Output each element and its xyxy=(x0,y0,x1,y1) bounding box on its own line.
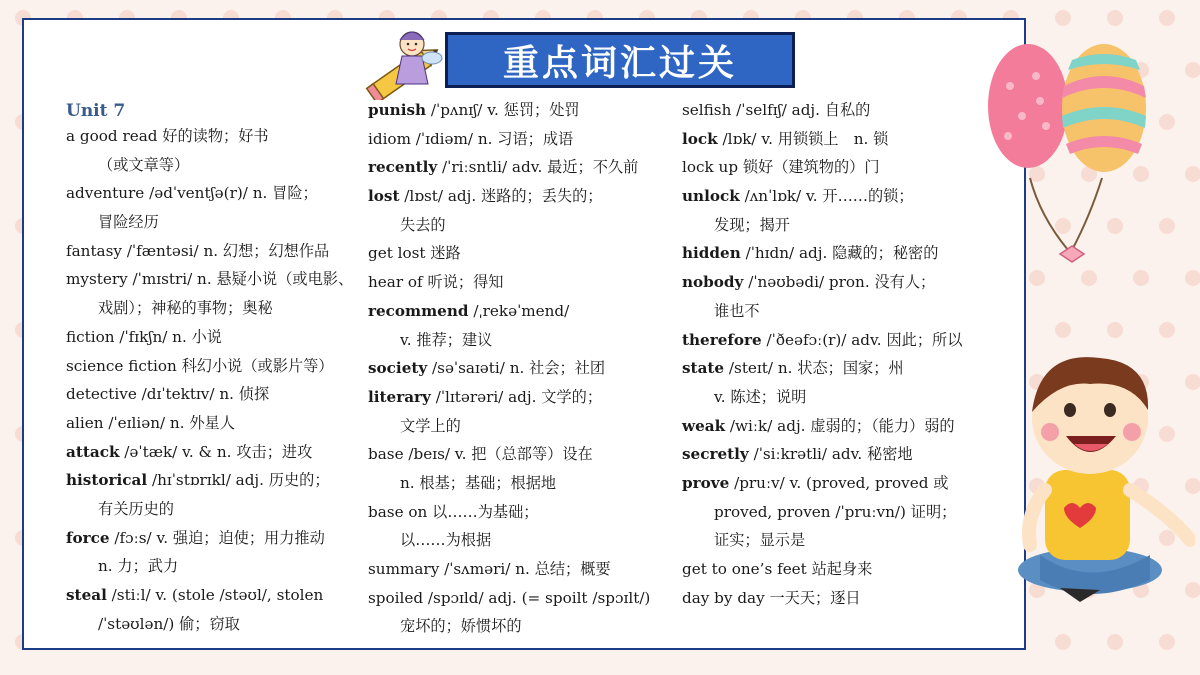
headword: recommend xyxy=(368,301,469,320)
vocab-column-3 xyxy=(682,96,982,612)
vocab-line xyxy=(682,96,982,125)
vocab-line xyxy=(368,440,668,469)
headword: literary xyxy=(368,387,431,406)
background-dot xyxy=(1055,322,1071,338)
background-dot xyxy=(1107,634,1123,650)
vocab-text: n. 根基；基础；根据地 xyxy=(400,473,557,492)
vocab-line xyxy=(368,498,668,527)
vocab-line xyxy=(682,412,982,441)
vocab-text: /ˈriːsntli/ adv. 最近；不久前 xyxy=(437,158,639,177)
headword: state xyxy=(682,359,725,378)
background-dot xyxy=(1159,218,1175,234)
background-dot xyxy=(1185,270,1200,286)
headword: nobody xyxy=(682,273,744,292)
vocab-text: lock up 锁好（建筑物的）门 xyxy=(682,158,880,177)
headword: society xyxy=(368,359,428,378)
vocab-line xyxy=(368,211,668,240)
vocab-line xyxy=(682,153,982,182)
vocab-line xyxy=(66,466,361,495)
vocab-line xyxy=(368,584,668,613)
headword: attack xyxy=(66,442,120,461)
sitting-boy-icon xyxy=(1000,340,1195,610)
vocab-line xyxy=(66,208,361,237)
headword: punish xyxy=(368,101,427,119)
vocab-line xyxy=(368,383,668,412)
headword: lock xyxy=(682,129,718,148)
vocab-text: /lɒk/ v. 用锁锁上 n. 锁 xyxy=(717,129,889,148)
vocab-column-1 xyxy=(66,96,361,638)
fairy-pencil-mascot-icon xyxy=(362,22,446,100)
vocab-line xyxy=(682,125,982,154)
vocab-line xyxy=(682,182,982,211)
vocab-text: detective /dɪˈtektɪv/ n. 侦探 xyxy=(66,385,270,404)
vocab-line xyxy=(682,239,982,268)
vocab-line xyxy=(368,268,668,297)
vocab-text: v. 推荐；建议 xyxy=(400,330,493,349)
vocab-text: /ˈstəʊlən/) 偷；窃取 xyxy=(98,614,240,633)
vocab-line xyxy=(682,326,982,355)
vocab-line xyxy=(66,352,361,381)
vocab-text: /ˈsiːkrətli/ adv. 秘密地 xyxy=(748,445,913,464)
headword: steal xyxy=(66,586,107,604)
vocab-line xyxy=(66,552,361,581)
background-dot xyxy=(1107,322,1123,338)
vocab-line xyxy=(682,268,982,297)
vocab-text: /steɪt/ n. 状态；国家；州 xyxy=(724,359,904,378)
headword: recently xyxy=(368,158,438,177)
vocab-line xyxy=(682,440,982,469)
vocab-line xyxy=(682,297,982,326)
balloons-icon xyxy=(980,36,1160,276)
vocab-text: get to one’s feet 站起身来 xyxy=(682,560,873,578)
vocab-text: a good read 好的读物；好书 xyxy=(66,127,269,145)
vocab-line xyxy=(368,555,668,584)
page-title: 重点词汇过关 xyxy=(445,32,795,88)
vocab-text: /hɪˈstɒrɪkl/ adj. 历史的； xyxy=(147,471,330,490)
vocab-line xyxy=(66,179,361,208)
vocab-line xyxy=(368,182,668,211)
vocab-line xyxy=(66,380,361,409)
background-dot xyxy=(1159,322,1175,338)
vocab-text: base on 以……为基础； xyxy=(368,502,539,521)
vocab-line xyxy=(66,438,361,467)
headword: unlock xyxy=(682,187,740,206)
vocab-text: /ˈlɪtərəri/ adj. 文学的； xyxy=(430,387,603,406)
vocab-line xyxy=(66,581,361,610)
vocab-text: /fɔːs/ v. 强迫；迫使；用力推动 xyxy=(109,528,325,547)
vocab-text: fiction /ˈfɪkʃn/ n. 小说 xyxy=(66,327,222,346)
vocab-text: adventure /ədˈventʃə(r)/ n. 冒险； xyxy=(66,184,318,203)
vocab-text: day by day 一天天；逐日 xyxy=(682,588,861,607)
vocab-text: idiom /ˈɪdiəm/ n. 习语；成语 xyxy=(368,129,574,148)
vocab-text: n. 力；武力 xyxy=(98,557,179,576)
vocab-text: 有关历史的 xyxy=(98,499,174,518)
vocab-text: 以……为根据 xyxy=(400,531,492,550)
background-dot xyxy=(1159,114,1175,130)
vocab-line xyxy=(368,469,668,498)
vocab-line xyxy=(682,584,982,613)
vocab-text: science fiction 科幻小说（或影片等） xyxy=(66,356,334,375)
vocab-text: get lost 迷路 xyxy=(368,244,461,263)
vocab-line xyxy=(368,96,668,125)
vocab-text: /wiːk/ adj. 虚弱的；（能力）弱的 xyxy=(725,416,955,435)
vocab-text: alien /ˈeɪliən/ n. 外星人 xyxy=(66,413,235,432)
vocab-line xyxy=(66,294,361,323)
headword: hidden xyxy=(682,244,741,263)
vocab-text: fantasy /ˈfæntəsi/ n. 幻想；幻想作品 xyxy=(66,241,330,260)
vocab-text: 谁也不 xyxy=(714,301,760,320)
vocab-text: v. 陈述；说明 xyxy=(714,387,807,406)
vocab-text: 戏剧）；神秘的事物；奥秘 xyxy=(98,299,273,318)
vocab-line xyxy=(682,526,982,555)
vocab-line xyxy=(66,237,361,266)
vocab-text: /səˈsaɪəti/ n. 社会；社团 xyxy=(427,359,606,378)
vocab-text: 证实；显示是 xyxy=(714,531,806,550)
vocab-line xyxy=(682,383,982,412)
vocab-text: base /beɪs/ v. 把（总部等）设在 xyxy=(368,445,593,464)
vocab-line xyxy=(66,265,361,294)
vocab-line xyxy=(368,297,668,326)
vocab-line xyxy=(682,469,982,498)
vocab-line xyxy=(368,239,668,268)
unit-heading xyxy=(66,96,361,122)
vocab-line xyxy=(368,526,668,555)
vocab-line xyxy=(66,151,361,180)
headword: weak xyxy=(682,416,726,435)
vocab-text: 发现；揭开 xyxy=(714,215,790,234)
vocab-line xyxy=(682,354,982,383)
vocab-line xyxy=(66,409,361,438)
headword: therefore xyxy=(682,330,762,349)
vocab-text: proved, proven /ˈpruːvn/) 证明； xyxy=(714,502,957,521)
headword: historical xyxy=(66,471,148,490)
vocab-text: selfish /ˈselfɪʃ/ adj. 自私的 xyxy=(682,101,871,119)
headword: lost xyxy=(368,187,400,206)
vocab-text: /əˈtæk/ v. & n. 攻击；进攻 xyxy=(119,442,313,461)
vocab-text: /ˈhɪdn/ adj. 隐藏的；秘密的 xyxy=(740,244,939,263)
vocab-line xyxy=(368,153,668,182)
vocab-text: /lɒst/ adj. 迷路的；丢失的； xyxy=(399,187,603,206)
vocab-line xyxy=(368,125,668,154)
vocab-text: hear of 听说；得知 xyxy=(368,273,504,292)
vocab-text: summary /ˈsʌməri/ n. 总结；概要 xyxy=(368,560,611,578)
background-dot xyxy=(1055,10,1071,26)
vocab-line xyxy=(66,323,361,352)
vocab-text: /ˈðeəfɔː(r)/ adv. 因此；所以 xyxy=(761,330,963,349)
vocab-text: （或文章等） xyxy=(98,155,190,174)
vocab-text: /ˌrekəˈmend/ xyxy=(468,301,570,320)
vocab-line xyxy=(66,122,361,151)
vocab-line xyxy=(368,326,668,355)
background-dot xyxy=(1185,166,1200,182)
background-dot xyxy=(1159,634,1175,650)
vocab-column-2 xyxy=(368,96,668,641)
vocab-line xyxy=(682,211,982,240)
background-dot xyxy=(1107,10,1123,26)
vocab-text: /pruːv/ v. (proved, proved 或 xyxy=(729,473,949,492)
background-dot xyxy=(1159,10,1175,26)
vocab-line xyxy=(368,412,668,441)
vocab-line xyxy=(368,354,668,383)
vocab-text: Unit 7 xyxy=(66,101,126,121)
vocab-line xyxy=(368,612,668,641)
headword: prove xyxy=(682,473,730,492)
vocab-text: /ˈpʌnɪʃ/ v. 惩罚；处罚 xyxy=(426,101,580,119)
vocab-text: mystery /ˈmɪstri/ n. 悬疑小说（或电影、 xyxy=(66,270,354,289)
headword: force xyxy=(66,528,110,547)
headword: secretly xyxy=(682,445,749,464)
vocab-text: /stiːl/ v. (stole /stəʊl/, stolen xyxy=(106,586,324,604)
background-dot xyxy=(1055,634,1071,650)
vocab-text: 文学上的 xyxy=(400,416,461,435)
vocab-text: /ˈnəʊbədi/ pron. 没有人； xyxy=(743,273,936,292)
vocab-text: spoiled /spɔɪld/ adj. (= spoilt /spɔɪlt/) xyxy=(368,588,651,607)
vocab-line xyxy=(66,524,361,553)
vocab-line xyxy=(682,555,982,584)
vocab-text: 失去的 xyxy=(400,215,446,234)
vocab-text: 宠坏的；娇惯坏的 xyxy=(400,617,522,636)
background-dot xyxy=(1185,62,1200,78)
vocab-text: 冒险经历 xyxy=(98,213,159,232)
vocab-line xyxy=(66,610,361,639)
vocab-text: /ʌnˈlɒk/ v. 开……的锁； xyxy=(739,187,914,206)
vocab-line xyxy=(66,495,361,524)
vocab-line xyxy=(682,498,982,527)
